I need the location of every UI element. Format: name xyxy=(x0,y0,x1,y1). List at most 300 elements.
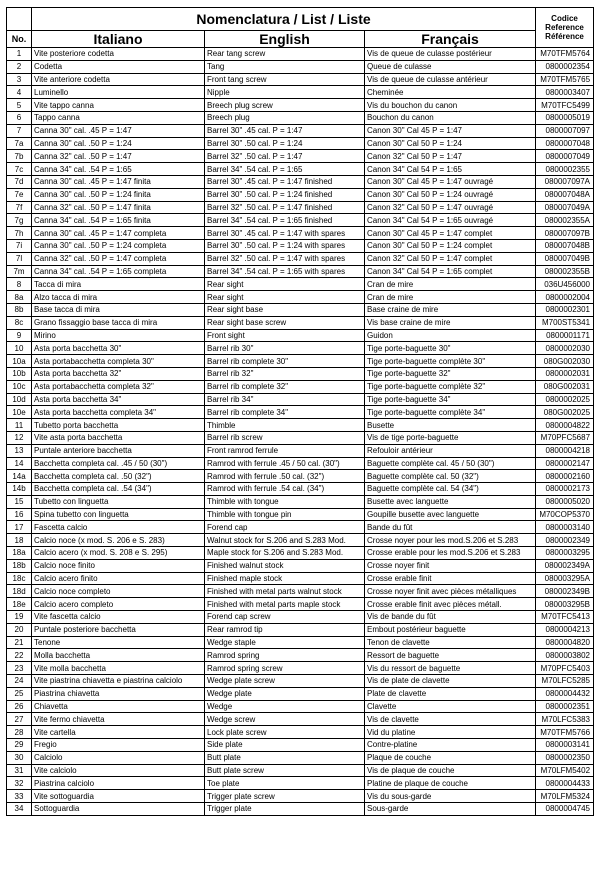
cell-code: 0800004213 xyxy=(536,623,594,636)
cell-francais: Plate de clavette xyxy=(365,687,536,700)
cell-code: 0800007097 xyxy=(536,124,594,137)
table-row xyxy=(7,393,594,406)
cell-no: 20 xyxy=(7,623,32,636)
cell-no: 27 xyxy=(7,713,32,726)
cell-italiano: Canna 32" cal. .50 P = 1:47 finita xyxy=(32,201,205,214)
cell-no: 8 xyxy=(7,278,32,291)
cell-no: 3 xyxy=(7,73,32,86)
cell-code: 0800004433 xyxy=(536,777,594,790)
table-row xyxy=(7,483,594,496)
cell-italiano: Calcio noce finito xyxy=(32,559,205,572)
cell-no: 7g xyxy=(7,214,32,227)
cell-francais: Baguette complète cal. 50 (32") xyxy=(365,470,536,483)
cell-no: 18e xyxy=(7,598,32,611)
cell-francais: Canon 34" Cal 54 P = 1:65 complet xyxy=(365,265,536,278)
cell-code: 0800002004 xyxy=(536,291,594,304)
cell-italiano: Grano fissaggio base tacca di mira xyxy=(32,316,205,329)
table-row xyxy=(7,316,594,329)
cell-english: Ramrod with ferrule .50 cal. (32") xyxy=(205,470,365,483)
table-row xyxy=(7,803,594,816)
cell-francais: Canon 30" Cal 45 P = 1:47 xyxy=(365,124,536,137)
cell-francais: Busette xyxy=(365,419,536,432)
table-row xyxy=(7,495,594,508)
cell-no: 17 xyxy=(7,521,32,534)
cell-no: 13 xyxy=(7,444,32,457)
cell-english: Front tang screw xyxy=(205,73,365,86)
cell-code: 0800002147 xyxy=(536,457,594,470)
cell-no: 22 xyxy=(7,649,32,662)
cell-francais: Platine de plaque de couche xyxy=(365,777,536,790)
cell-francais: Cran de mire xyxy=(365,278,536,291)
table-row xyxy=(7,444,594,457)
cell-italiano: Bacchetta completa cal. .54 (34") xyxy=(32,483,205,496)
cell-italiano: Calcio acero (x mod. S. 208 e S. 295) xyxy=(32,547,205,560)
cell-no: 10a xyxy=(7,355,32,368)
cell-italiano: Calcio acero finito xyxy=(32,572,205,585)
cell-francais: Cheminée xyxy=(365,86,536,99)
table-row xyxy=(7,150,594,163)
table-row xyxy=(7,239,594,252)
table-row xyxy=(7,598,594,611)
cell-italiano: Vite calciolo xyxy=(32,764,205,777)
cell-italiano: Canna 34" cal. .54 P = 1:65 finita xyxy=(32,214,205,227)
cell-english: Barrel 32" .50 cal. P = 1:47 with spares xyxy=(205,252,365,265)
cell-italiano: Vite molla bacchetta xyxy=(32,662,205,675)
table-row xyxy=(7,355,594,368)
cell-francais: Canon 32" Cal 50 P = 1:47 xyxy=(365,150,536,163)
cell-francais: Canon 32" Cal 50 P = 1:47 complet xyxy=(365,252,536,265)
cell-francais: Crosse noyer pour les mod.S.206 et S.283 xyxy=(365,534,536,547)
cell-francais: Sous-garde xyxy=(365,803,536,816)
cell-italiano: Puntale anteriore bacchetta xyxy=(32,444,205,457)
cell-english: Wedge plate screw xyxy=(205,675,365,688)
cell-francais: Tige porte-baguette complète 32" xyxy=(365,380,536,393)
cell-no: 9 xyxy=(7,329,32,342)
cell-italiano: Tappo canna xyxy=(32,111,205,124)
cell-francais: Tige porte-baguette complète 34" xyxy=(365,406,536,419)
cell-english: Barrel 30" .45 cal. P = 1:47 with spares xyxy=(205,227,365,240)
cell-italiano: Vite fermo chiavetta xyxy=(32,713,205,726)
table-row xyxy=(7,777,594,790)
cell-english: Thimble with tongue xyxy=(205,495,365,508)
cell-english: Barrel rib 34" xyxy=(205,393,365,406)
cell-francais: Busette avec languette xyxy=(365,495,536,508)
cell-no: 7e xyxy=(7,188,32,201)
cell-no: 7h xyxy=(7,227,32,240)
cell-francais: Vis du sous-garde xyxy=(365,790,536,803)
cell-francais: Bouchon du canon xyxy=(365,111,536,124)
table-row xyxy=(7,329,594,342)
cell-english: Forend cap screw xyxy=(205,611,365,624)
cell-francais: Canon 30" Cal 50 P = 1:24 ouvragé xyxy=(365,188,536,201)
cell-no: 19 xyxy=(7,611,32,624)
cell-italiano: Vite posteriore codetta xyxy=(32,48,205,61)
table-row xyxy=(7,265,594,278)
cell-code: 0800005020 xyxy=(536,495,594,508)
cell-no: 18b xyxy=(7,559,32,572)
cell-code: 0800003802 xyxy=(536,649,594,662)
cell-italiano: Luminello xyxy=(32,86,205,99)
cell-no: 7m xyxy=(7,265,32,278)
cell-italiano: Canna 30" cal. .50 P = 1:24 completa xyxy=(32,239,205,252)
table-row xyxy=(7,457,594,470)
cell-italiano: Molla bacchetta xyxy=(32,649,205,662)
table-row xyxy=(7,252,594,265)
cell-english: Ramrod spring xyxy=(205,649,365,662)
cell-francais: Vis de tige porte-baguette xyxy=(365,431,536,444)
cell-francais: Tenon de clavette xyxy=(365,636,536,649)
cell-no: 10b xyxy=(7,367,32,380)
cell-english: Tang xyxy=(205,60,365,73)
cell-code: M70TFM5764 xyxy=(536,48,594,61)
cell-code: 0800003141 xyxy=(536,739,594,752)
cell-no: 8a xyxy=(7,291,32,304)
blank-corner xyxy=(7,8,32,31)
cell-no: 25 xyxy=(7,687,32,700)
cell-no: 7f xyxy=(7,201,32,214)
cell-no: 7d xyxy=(7,175,32,188)
cell-italiano: Sottoguardia xyxy=(32,803,205,816)
cell-code: 0800004820 xyxy=(536,636,594,649)
cell-italiano: Vite piastrina chiavetta e piastrina calciolo xyxy=(32,675,205,688)
parts-table-body xyxy=(7,48,594,816)
table-row xyxy=(7,559,594,572)
cell-english: Barrel 30" .45 cal. P = 1:47 finished xyxy=(205,175,365,188)
cell-francais: Canon 34" Cal 54 P = 1:65 xyxy=(365,163,536,176)
cell-no: 16 xyxy=(7,508,32,521)
cell-italiano: Vite fascetta calcio xyxy=(32,611,205,624)
cell-english: Front sight xyxy=(205,329,365,342)
cell-english: Side plate xyxy=(205,739,365,752)
cell-no: 7c xyxy=(7,163,32,176)
cell-english: Rear sight xyxy=(205,291,365,304)
col-header-francais: Français xyxy=(365,31,536,48)
cell-italiano: Asta porta bacchetta 32" xyxy=(32,367,205,380)
cell-italiano: Mirino xyxy=(32,329,205,342)
cell-code: M70TFM5766 xyxy=(536,726,594,739)
cell-english: Walnut stock for S.206 and S.283 Mod. xyxy=(205,534,365,547)
cell-francais: Vis de plate de clavette xyxy=(365,675,536,688)
cell-english: Butt plate screw xyxy=(205,764,365,777)
cell-italiano: Vite anteriore codetta xyxy=(32,73,205,86)
cell-no: 18 xyxy=(7,534,32,547)
cell-code: 0800001171 xyxy=(536,329,594,342)
cell-italiano: Canna 32" cal. .50 P = 1:47 completa xyxy=(32,252,205,265)
table-row xyxy=(7,662,594,675)
cell-code: M70COP5370 xyxy=(536,508,594,521)
cell-english: Breech plug screw xyxy=(205,99,365,112)
table-row xyxy=(7,713,594,726)
table-row xyxy=(7,201,594,214)
cell-english: Rear ramrod tip xyxy=(205,623,365,636)
cell-francais: Vid du platine xyxy=(365,726,536,739)
table-row xyxy=(7,124,594,137)
table-row xyxy=(7,291,594,304)
cell-italiano: Bacchetta completa cal. .50 (32") xyxy=(32,470,205,483)
cell-francais: Canon 30" Cal 50 P = 1:24 complet xyxy=(365,239,536,252)
cell-no: 24 xyxy=(7,675,32,688)
cell-code: M70TFC5499 xyxy=(536,99,594,112)
cell-english: Thimble xyxy=(205,419,365,432)
cell-italiano: Tubetto con linguetta xyxy=(32,495,205,508)
cell-english: Barrel 34" .54 cal. P = 1:65 finished xyxy=(205,214,365,227)
cell-english: Trigger plate screw xyxy=(205,790,365,803)
cell-francais: Contre-platine xyxy=(365,739,536,752)
cell-italiano: Canna 34" cal. .54 P = 1:65 completa xyxy=(32,265,205,278)
cell-code: 080007097B xyxy=(536,227,594,240)
cell-italiano: Canna 30" cal. .50 P = 1:24 finita xyxy=(32,188,205,201)
code-header-line2: Reference xyxy=(545,23,584,32)
cell-francais: Crosse noyer finit avec pièces métalliques xyxy=(365,585,536,598)
col-header-italiano: Italiano xyxy=(32,31,205,48)
cell-code: 0800002355 xyxy=(536,163,594,176)
cell-english: Barrel 30" .50 cal. P = 1:24 finished xyxy=(205,188,365,201)
cell-no: 10c xyxy=(7,380,32,393)
cell-code: 0800004218 xyxy=(536,444,594,457)
table-row xyxy=(7,534,594,547)
cell-code: M70LFM5324 xyxy=(536,790,594,803)
cell-code: 0800003295 xyxy=(536,547,594,560)
table-row xyxy=(7,86,594,99)
table-row xyxy=(7,521,594,534)
table-row xyxy=(7,739,594,752)
cell-code: 0800005019 xyxy=(536,111,594,124)
cell-code: 0800002173 xyxy=(536,483,594,496)
table-row xyxy=(7,406,594,419)
cell-italiano: Tacca di mira xyxy=(32,278,205,291)
cell-francais: Crosse erable pour les mod.S.206 et S.283 xyxy=(365,547,536,560)
cell-english: Lock plate screw xyxy=(205,726,365,739)
cell-english: Trigger plate xyxy=(205,803,365,816)
table-row xyxy=(7,726,594,739)
cell-no: 8b xyxy=(7,303,32,316)
cell-no: 18d xyxy=(7,585,32,598)
cell-english: Barrel 30" .45 cal. P = 1:47 xyxy=(205,124,365,137)
table-row xyxy=(7,431,594,444)
cell-english: Ramrod with ferrule .54 cal. (34") xyxy=(205,483,365,496)
cell-italiano: Vite cartella xyxy=(32,726,205,739)
cell-francais: Vis de clavette xyxy=(365,713,536,726)
cell-francais: Plaque de couche xyxy=(365,751,536,764)
cell-english: Butt plate xyxy=(205,751,365,764)
cell-code: M70LFC5285 xyxy=(536,675,594,688)
cell-code: 080007049B xyxy=(536,252,594,265)
cell-code: 0800002351 xyxy=(536,700,594,713)
table-row xyxy=(7,214,594,227)
cell-italiano: Calcio noce completo xyxy=(32,585,205,598)
cell-code: 0800002025 xyxy=(536,393,594,406)
cell-italiano: Bacchetta completa cal. .45 / 50 (30") xyxy=(32,457,205,470)
code-header-line3: Référence xyxy=(545,32,584,41)
cell-english: Barrel 32" .50 cal. P = 1:47 finished xyxy=(205,201,365,214)
cell-italiano: Canna 34" cal. .54 P = 1:65 xyxy=(32,163,205,176)
cell-no: 6 xyxy=(7,111,32,124)
table-row xyxy=(7,137,594,150)
cell-italiano: Canna 32" cal. .50 P = 1:47 xyxy=(32,150,205,163)
cell-no: 26 xyxy=(7,700,32,713)
cell-italiano: Fascetta calcio xyxy=(32,521,205,534)
cell-italiano: Asta portabacchetta completa 32" xyxy=(32,380,205,393)
cell-francais: Canon 34" Cal 54 P = 1:65 ouvragé xyxy=(365,214,536,227)
cell-no: 32 xyxy=(7,777,32,790)
cell-italiano: Codetta xyxy=(32,60,205,73)
cell-english: Ramrod spring screw xyxy=(205,662,365,675)
cell-code: 080007049A xyxy=(536,201,594,214)
table-row xyxy=(7,508,594,521)
cell-no: 23 xyxy=(7,662,32,675)
cell-english: Rear sight base xyxy=(205,303,365,316)
cell-no: 29 xyxy=(7,739,32,752)
cell-code: 0800002030 xyxy=(536,342,594,355)
table-row xyxy=(7,48,594,61)
cell-francais: Vis de bande du fût xyxy=(365,611,536,624)
cell-no: 21 xyxy=(7,636,32,649)
cell-code: 0800007049 xyxy=(536,150,594,163)
cell-italiano: Vite asta porta bacchetta xyxy=(32,431,205,444)
cell-english: Wedge plate xyxy=(205,687,365,700)
cell-no: 1 xyxy=(7,48,32,61)
cell-no: 5 xyxy=(7,99,32,112)
cell-francais: Guidon xyxy=(365,329,536,342)
cell-code: 080G002031 xyxy=(536,380,594,393)
cell-italiano: Calcio noce (x mod. S. 206 e S. 283) xyxy=(32,534,205,547)
cell-italiano: Alzo tacca di mira xyxy=(32,291,205,304)
cell-francais: Crosse erable finit xyxy=(365,572,536,585)
table-row xyxy=(7,585,594,598)
cell-francais: Crosse erable finit avec pièces métall. xyxy=(365,598,536,611)
cell-no: 14 xyxy=(7,457,32,470)
cell-francais: Crosse noyer finit xyxy=(365,559,536,572)
cell-francais: Cran de mire xyxy=(365,291,536,304)
table-row xyxy=(7,342,594,355)
table-title: Nomenclatura / List / Liste xyxy=(32,8,536,31)
cell-code: 080003295B xyxy=(536,598,594,611)
cell-code: M70TFC5413 xyxy=(536,611,594,624)
cell-francais: Canon 32" Cal 50 P = 1:47 ouvragé xyxy=(365,201,536,214)
cell-english: Forend cap xyxy=(205,521,365,534)
cell-francais: Refouloir antérieur xyxy=(365,444,536,457)
cell-no: 11 xyxy=(7,419,32,432)
cell-italiano: Asta portabacchetta completa 30" xyxy=(32,355,205,368)
cell-code: 080002355A xyxy=(536,214,594,227)
cell-english: Barrel rib screw xyxy=(205,431,365,444)
cell-english: Toe plate xyxy=(205,777,365,790)
cell-francais: Tige porte-baguette complète 30" xyxy=(365,355,536,368)
cell-no: 30 xyxy=(7,751,32,764)
cell-code: 0800002349 xyxy=(536,534,594,547)
col-header-english: English xyxy=(205,31,365,48)
table-row xyxy=(7,367,594,380)
cell-italiano: Canna 30" cal. .45 P = 1:47 finita xyxy=(32,175,205,188)
cell-no: 10d xyxy=(7,393,32,406)
cell-italiano: Asta porta bacchetta 30" xyxy=(32,342,205,355)
cell-francais: Baguette complète cal. 45 / 50 (30") xyxy=(365,457,536,470)
table-row xyxy=(7,188,594,201)
nomenclature-sheet xyxy=(6,7,593,816)
cell-no: 7b xyxy=(7,150,32,163)
cell-italiano: Chiavetta xyxy=(32,700,205,713)
cell-francais: Tige porte-baguette 32" xyxy=(365,367,536,380)
table-row xyxy=(7,73,594,86)
cell-no: 34 xyxy=(7,803,32,816)
cell-code: 036U456000 xyxy=(536,278,594,291)
cell-english: Ramrod with ferrule .45 / 50 cal. (30") xyxy=(205,457,365,470)
cell-english: Barrel rib complete 30" xyxy=(205,355,365,368)
table-row xyxy=(7,611,594,624)
table-row xyxy=(7,700,594,713)
cell-francais: Vis du ressort de baguette xyxy=(365,662,536,675)
cell-italiano: Fregio xyxy=(32,739,205,752)
cell-italiano: Tenone xyxy=(32,636,205,649)
cell-no: 31 xyxy=(7,764,32,777)
cell-francais: Vis du bouchon du canon xyxy=(365,99,536,112)
table-row xyxy=(7,764,594,777)
table-row xyxy=(7,227,594,240)
table-row xyxy=(7,175,594,188)
cell-italiano: Calcio acero completo xyxy=(32,598,205,611)
cell-english: Finished walnut stock xyxy=(205,559,365,572)
cell-english: Thimble with tongue pin xyxy=(205,508,365,521)
cell-no: 18c xyxy=(7,572,32,585)
cell-francais: Vis de queue de culasse postérieur xyxy=(365,48,536,61)
cell-no: 14b xyxy=(7,483,32,496)
parts-table xyxy=(6,7,594,816)
cell-francais: Base craine de mire xyxy=(365,303,536,316)
cell-code: 0800003407 xyxy=(536,86,594,99)
cell-english: Wedge screw xyxy=(205,713,365,726)
cell-code: 0800004822 xyxy=(536,419,594,432)
cell-no: 2 xyxy=(7,60,32,73)
cell-italiano: Piastrina calciolo xyxy=(32,777,205,790)
cell-english: Barrel rib 32" xyxy=(205,367,365,380)
cell-code: M70LFM5402 xyxy=(536,764,594,777)
cell-italiano: Canna 30" cal. .45 P = 1:47 xyxy=(32,124,205,137)
cell-no: 4 xyxy=(7,86,32,99)
cell-code: 080007097A xyxy=(536,175,594,188)
cell-english: Barrel 30" .50 cal. P = 1:24 xyxy=(205,137,365,150)
table-row xyxy=(7,419,594,432)
cell-english: Barrel 32" .50 cal. P = 1:47 xyxy=(205,150,365,163)
cell-english: Barrel rib complete 32" xyxy=(205,380,365,393)
cell-francais: Clavette xyxy=(365,700,536,713)
cell-code: 080G002030 xyxy=(536,355,594,368)
col-header-no: No. xyxy=(7,31,32,48)
cell-italiano: Vite tappo canna xyxy=(32,99,205,112)
table-row xyxy=(7,303,594,316)
table-row xyxy=(7,99,594,112)
cell-code: M70PFC5687 xyxy=(536,431,594,444)
cell-no: 10e xyxy=(7,406,32,419)
cell-no: 7a xyxy=(7,137,32,150)
table-row xyxy=(7,636,594,649)
table-row xyxy=(7,623,594,636)
cell-italiano: Vite sottoguardia xyxy=(32,790,205,803)
cell-italiano: Canna 30" cal. .50 P = 1:24 xyxy=(32,137,205,150)
cell-francais: Canon 30" Cal 50 P = 1:24 xyxy=(365,137,536,150)
cell-francais: Bande du fût xyxy=(365,521,536,534)
cell-francais: Tige porte-baguette 34" xyxy=(365,393,536,406)
cell-english: Wedge xyxy=(205,700,365,713)
cell-no: 12 xyxy=(7,431,32,444)
cell-english: Breech plug xyxy=(205,111,365,124)
cell-no: 15 xyxy=(7,495,32,508)
cell-english: Barrel 34" .54 cal. P = 1:65 with spares xyxy=(205,265,365,278)
cell-italiano: Piastrina chiavetta xyxy=(32,687,205,700)
table-row xyxy=(7,675,594,688)
cell-no: 10 xyxy=(7,342,32,355)
cell-italiano: Calciolo xyxy=(32,751,205,764)
table-row xyxy=(7,163,594,176)
